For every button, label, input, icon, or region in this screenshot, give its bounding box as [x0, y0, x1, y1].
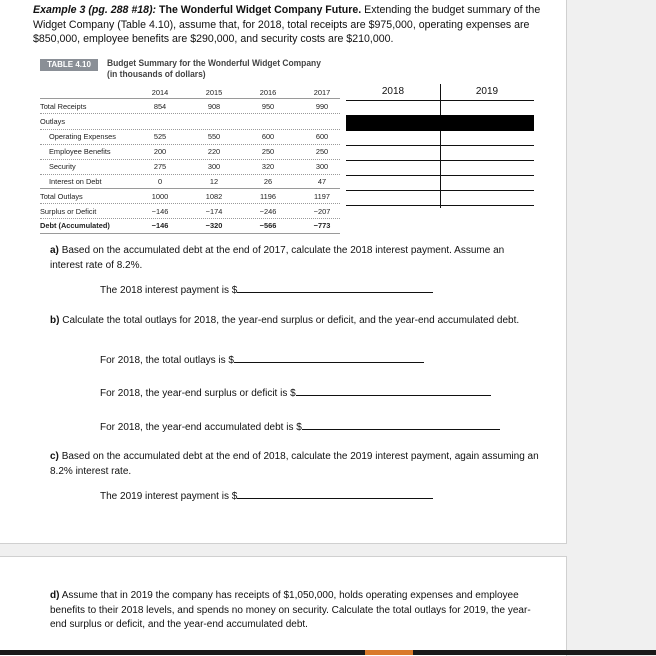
grid-year-2018: 2018 — [381, 86, 405, 97]
table-cell: 1000 — [151, 192, 169, 201]
year-header: 2014 — [151, 88, 169, 97]
table-cell: 26 — [263, 177, 273, 186]
answer-label: The 2018 interest payment is $ — [100, 285, 238, 296]
example-heading: The Wonderful Widget Company Future. — [159, 4, 362, 16]
table-cell: 950 — [261, 102, 275, 111]
table-cell: 320 — [261, 162, 275, 171]
table-cell: 1082 — [205, 192, 223, 201]
table-cell: 525 — [153, 132, 167, 141]
answer-b-outlays — [100, 352, 424, 367]
table-subtitle: (in thousands of dollars) — [107, 69, 206, 79]
question-text: Based on the accumulated debt at the end of 2017, calculate the 2018 interest payment. Assume an interest rate of 8.2%. — [50, 245, 505, 271]
table-cell: 0 — [157, 177, 163, 186]
table-cell: −207 — [313, 207, 331, 216]
year-header: 2015 — [205, 88, 223, 97]
table-badge: TABLE 4.10 — [40, 59, 98, 71]
row-label: Security — [49, 162, 76, 171]
question-text: Based on the accumulated debt at the end of 2018, calculate the 2019 interest payment, again assuming an 8.2% interest rate. — [50, 451, 539, 477]
table-cell: 250 — [261, 147, 275, 156]
question-text: Assume that in 2019 the company has receipts of $1,050,000, holds operating expenses and employee benefits to their 2018 levels, and spends no money on security. Calculate the total outlays for 2019, the year-end surplus or deficit, and the year-end accumulated debt. — [50, 590, 531, 630]
table-cell: 300 — [315, 162, 329, 171]
answer-a — [100, 282, 433, 297]
row-label: Outlays — [40, 117, 66, 126]
table-cell: 250 — [315, 147, 329, 156]
question-d — [50, 589, 535, 631]
example-body: Extending the budget summary of the Widget Company (Table 4.10), assume that, for 2018, total receipts are $975,000, operating expenses are $850,000, employee benefits are $290,000, and security costs are $210,000. — [33, 4, 541, 45]
table-cell: 200 — [153, 147, 167, 156]
table-cell: 300 — [207, 162, 221, 171]
answer-label: For 2018, the year-end surplus or deficit is $ — [100, 388, 296, 399]
answer-c — [100, 488, 433, 503]
question-a — [50, 244, 520, 273]
grid-year-2019: 2019 — [475, 86, 499, 97]
table-cell: 1197 — [314, 192, 330, 201]
answer-blank[interactable] — [237, 488, 433, 499]
table-cell: 854 — [153, 102, 167, 111]
row-label: Surplus or Deficit — [40, 207, 97, 216]
row-label: Operating Expenses — [49, 132, 116, 141]
table-cell: −146 — [151, 207, 169, 216]
answer-blank[interactable] — [237, 282, 433, 293]
table-cell: 1196 — [260, 192, 276, 201]
answer-label: For 2018, the total outlays is $ — [100, 355, 234, 366]
answer-blank[interactable] — [296, 385, 491, 396]
table-title-block — [107, 58, 321, 80]
taskbar-accent — [365, 650, 413, 655]
worksheet-page-2 — [0, 556, 567, 656]
table-title: Budget Summary for the Wonderful Widget Company — [107, 58, 321, 68]
answer-b-surplus — [100, 385, 491, 400]
row-label: Total Receipts — [40, 102, 87, 111]
table-cell: 908 — [207, 102, 221, 111]
table-cell: 220 — [207, 147, 221, 156]
table-cell: 990 — [315, 102, 329, 111]
taskbar-strip — [0, 650, 656, 655]
answer-blank[interactable] — [302, 419, 500, 430]
question-letter: a) — [50, 245, 59, 256]
answer-label: For 2018, the year-end accumulated debt is $ — [100, 422, 302, 433]
question-letter: c) — [50, 451, 59, 462]
answer-blank[interactable] — [234, 352, 424, 363]
table-cell: 600 — [315, 132, 329, 141]
table-cell: −146 — [151, 221, 169, 230]
answer-label: The 2019 interest payment is $ — [100, 491, 238, 502]
year-header: 2017 — [313, 88, 331, 97]
table-cell: −320 — [205, 221, 223, 230]
row-label: Employee Benefits — [49, 147, 111, 156]
table-header-row — [40, 88, 340, 102]
table-cell: −566 — [259, 221, 277, 230]
question-letter: d) — [50, 590, 60, 601]
row-label: Interest on Debt — [49, 177, 102, 186]
row-label: Debt (Accumulated) — [40, 221, 110, 230]
example-lead: Example 3 (pg. 288 #18): — [33, 4, 157, 16]
grid-redacted-row — [346, 115, 534, 131]
question-b — [50, 314, 520, 329]
table-cell: −174 — [205, 207, 223, 216]
question-letter: b) — [50, 315, 60, 326]
table-cell: 12 — [209, 177, 219, 186]
question-text: Calculate the total outlays for 2018, the year-end surplus or deficit, and the year-end accumulated debt. — [62, 315, 520, 326]
table-cell: 47 — [317, 177, 327, 186]
table-cell: −246 — [259, 207, 277, 216]
example-statement — [33, 3, 543, 47]
row-label: Total Outlays — [40, 192, 83, 201]
table-cell: 550 — [207, 132, 221, 141]
question-c — [50, 450, 540, 479]
table-cell: 275 — [153, 162, 167, 171]
table-cell: −773 — [313, 221, 331, 230]
year-header: 2016 — [259, 88, 277, 97]
answer-b-debt — [100, 419, 500, 434]
table-cell: 600 — [261, 132, 275, 141]
